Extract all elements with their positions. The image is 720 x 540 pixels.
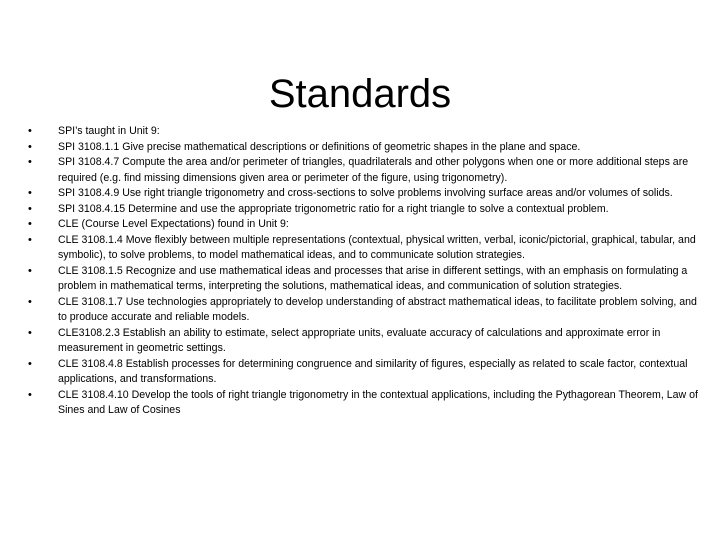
slide-title: [0, 66, 720, 122]
bullet-dot-icon: •: [28, 156, 32, 168]
bullet-item: [28, 124, 698, 140]
bullet-text: CLE 3108.1.5 Recognize and use mathematical ideas and processes that arise in different settings, with an emphasis on formulating a problem in mathematical terms, interpreting the solutions, mathematical ideas, and communication of solution strategies.: [58, 264, 688, 292]
bullet-dot-icon: •: [28, 140, 32, 153]
bullet-text: SPI 3108.4.7 Compute the area and/or perimeter of triangles, quadrilaterals and other polygons when one or more additional steps are required (e.g. find missing dimensions given area or perimeter of the figure, using trigonometry).: [58, 156, 689, 184]
bullet-dot-icon: •: [28, 388, 32, 401]
bullet-dot-icon: •: [28, 357, 32, 370]
bullet-text: CLE3108.2.3 Establish an ability to estimate, select appropriate units, evaluate accuracy of calculations and approximate error in measurement in geometric settings.: [58, 326, 661, 354]
bullet-item: [28, 202, 698, 218]
bullet-dot-icon: •: [28, 202, 32, 215]
bullet-dot-icon: •: [28, 218, 32, 230]
bullet-item: [28, 388, 698, 419]
bullet-item: [28, 357, 698, 388]
bullet-text: CLE 3108.4.8 Establish processes for determining congruence and similarity of figures, especially as related to scale factor, contextual applications, and transformations.: [58, 357, 688, 385]
bullet-text: SPI 3108.4.15 Determine and use the appropriate trigonometric ratio for a right triangle to solve a contextual problem.: [58, 202, 609, 215]
bullet-item: [28, 233, 698, 264]
bullet-text: CLE (Course Level Expectations) found in Unit 9:: [58, 218, 289, 230]
bullet-list: [28, 124, 698, 419]
slide-title-text: Standards: [268, 72, 452, 116]
bullet-dot-icon: •: [28, 233, 32, 246]
bullet-item: [28, 140, 698, 156]
bullet-dot-icon: •: [28, 187, 32, 199]
bullet-dot-icon: •: [28, 326, 32, 339]
bullet-dot-icon: •: [28, 125, 32, 137]
bullet-item: [28, 326, 698, 357]
bullet-text: CLE 3108.1.7 Use technologies appropriately to develop understanding of abstract mathematical ideas, to facilitate problem solving, and to produce accurate and reliable models.: [58, 295, 697, 323]
bullet-item: [28, 217, 698, 233]
bullet-item: [28, 155, 698, 186]
bullet-item: [28, 264, 698, 295]
bullet-text: SPI 3108.1.1 Give precise mathematical descriptions or definitions of geometric shapes in the plane and space.: [58, 140, 581, 153]
bullet-dot-icon: •: [28, 295, 32, 308]
bullet-item: [28, 295, 698, 326]
bullet-text: CLE 3108.4.10 Develop the tools of right triangle trigonometry in the contextual applications, including the Pythagorean Theorem, Law of Sines and Law of Cosines: [58, 388, 698, 416]
bullet-text: SPI’s taught in Unit 9:: [58, 125, 160, 137]
bullet-dot-icon: •: [28, 264, 32, 277]
bullet-item: [28, 186, 698, 202]
bullet-text: SPI 3108.4.9 Use right triangle trigonometry and cross-sections to solve problems involving surface areas and/or volumes of solids.: [58, 187, 673, 199]
bullet-text: CLE 3108.1.4 Move flexibly between multiple representations (contextual, physical written, verbal, iconic/pictorial, graphical, tabular, and symbolic), to solve problems, to model mathematical ideas, and to communicate solution strategies.: [58, 233, 696, 261]
